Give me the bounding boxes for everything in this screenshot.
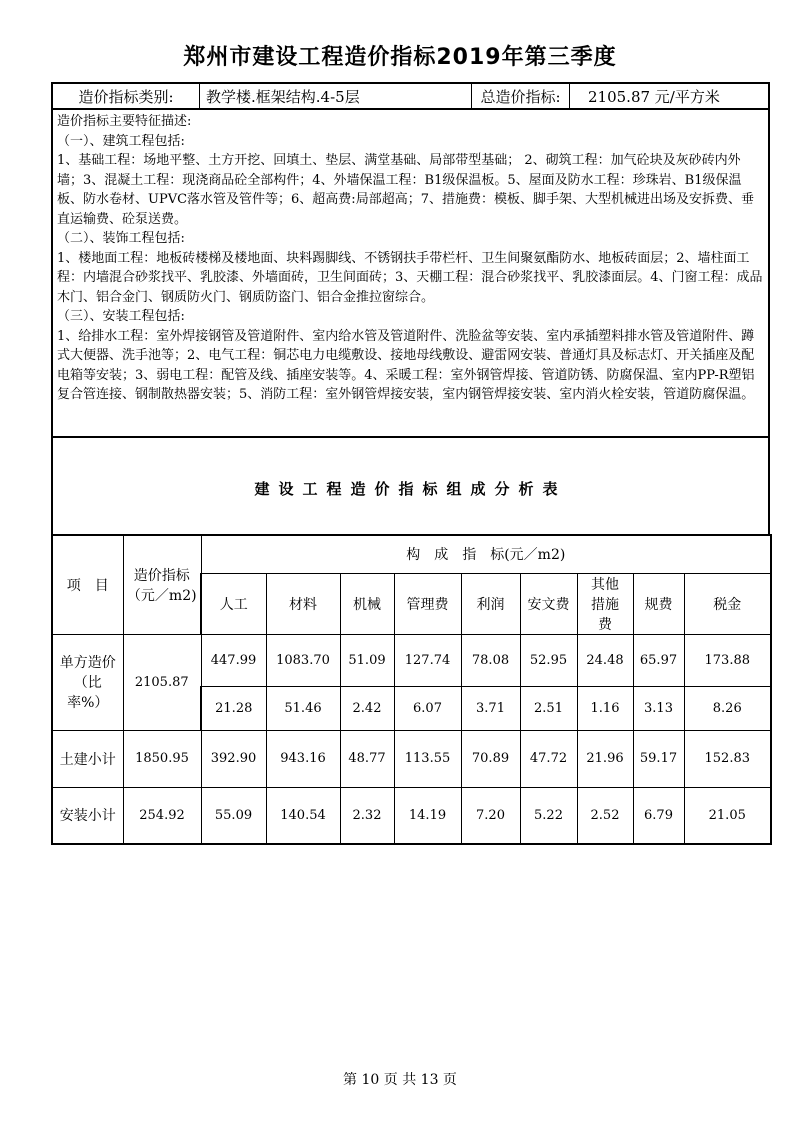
table-cell: 78.08 [461,634,520,686]
table-cell: 55.09 [201,787,266,844]
desc-install-text: 1、给排水工程：室外焊接钢管及管道附件、室内给水管及管道附件、洗脸盆等安装、室内承插塑料排水管及管道附件、蹲式大便器、洗手池等；2、电气工程：铜芯电力电缆敷设、接地母线敷设、避雷网安装、普通灯具及标志灯、开关插座及配电箱等安装；3、弱电工程：配管及线、插座安装等。4、采暖工程：室外钢管焊接、管道防锈、防腐保温、室内PP-R塑铝复合管连接、钢制散热器安装；5、消防工程：室外钢管焊接安装，室内钢管焊接安装、室内消火栓安装，管道防腐保温。 [57,328,755,402]
table-row [52,787,771,844]
table-cell: 51.46 [266,686,340,730]
table-cell: 392.90 [201,730,266,787]
table-cell: 65.97 [633,634,684,686]
composition-header: 构 成 指 标(元／m2) [201,535,771,573]
table-cell: 7.20 [461,787,520,844]
table-cell: 1.16 [577,686,633,730]
col-header: 材料 [266,573,340,634]
table-row [52,730,771,787]
table-cell: 1083.70 [266,634,340,686]
table-cell: 2.32 [340,787,394,844]
index-header: 造价指标（元／m2) [123,535,201,634]
total-value: 2105.87 元/平方米 [588,87,720,106]
desc-section-install: （三）、安装工程包括: [57,309,185,324]
table-cell: 3.71 [461,686,520,730]
civil-label: 土建小计 [52,730,123,787]
table-cell: 6.79 [633,787,684,844]
table-cell: 24.48 [577,634,633,686]
page-footer: 第 10 页 共 13 页 [343,1072,457,1088]
table-cell: 47.72 [520,730,577,787]
table-cell: 173.88 [684,634,771,686]
col-header: 利润 [461,573,520,634]
table-cell: 14.19 [394,787,461,844]
table-cell: 52.95 [520,634,577,686]
install-label: 安装小计 [52,787,123,844]
unit-row-label: 单方造价（比率%） [52,634,123,730]
category-label: 造价指标类别: [53,84,200,108]
table-cell: 943.16 [266,730,340,787]
col-header: 安文费 [520,573,577,634]
info-row [51,82,770,110]
desc-decoration-text: 1、楼地面工程：地板砖楼梯及楼地面、块料踢脚线、不锈钢扶手带栏杆、卫生间聚氨酯防水、地板砖面层；2、墙柱面工程：内墙混合砂浆找平、乳胶漆、外墙面砖，卫生间面砖；3、天棚工程：混合砂浆找平、乳胶漆面层。4、门窗工程：成品木门、铝合金门、钢质防火门、钢质防盗门、铝合金推拉窗综合。 [57,250,763,305]
item-header: 项 目 [52,535,123,634]
cost-analysis-table [51,534,772,845]
table-cell: 5.22 [520,787,577,844]
desc-section-civil: （一）、建筑工程包括: [57,133,185,149]
col-header: 机械 [340,573,394,634]
table-cell: 21.28 [201,686,266,730]
table-cell: 21.96 [577,730,633,787]
category-value: 教学楼.框架结构.4-5层 [200,84,472,108]
desc-section-decoration: （二）、装饰工程包括: [57,231,185,246]
page-title: 郑州市建设工程造价指标2019年第三季度 [183,45,617,70]
analysis-title: 建设工程造价指标组成分析表 [254,479,567,498]
table-cell: 113.55 [394,730,461,787]
table-cell: 2.51 [520,686,577,730]
analysis-title-box [51,438,770,534]
col-header: 税金 [684,573,771,634]
col-header: 规费 [633,573,684,634]
table-cell: 2.42 [340,686,394,730]
table-cell: 21.05 [684,787,771,844]
install-total: 254.92 [123,787,201,844]
desc-civil-text: 1、基础工程：场地平整、土方开挖、回填土、垫层、满堂基础、局部带型基础； 2、砌筑工程：加气砼块及灰砂砖内外墙；3、混凝土工程：现浇商品砼全部构件；4、外墙保温工程：B1级保温板。5、屋面及防水工程：珍珠岩、B1级保温板、防水卷材、UPVC落水管及管件等；6、超高费:局部超高；7、措施费：模板、脚手架、大型机械进出场及安拆费、垂直运输费、砼泵送费。 [57,153,754,227]
table-row [52,634,771,686]
table-cell: 6.07 [394,686,461,730]
unit-total: 2105.87 [123,634,201,730]
table-cell: 51.09 [340,634,394,686]
table-cell: 140.54 [266,787,340,844]
table-cell: 70.89 [461,730,520,787]
table-cell: 59.17 [633,730,684,787]
table-cell: 8.26 [684,686,771,730]
desc-heading: 造价指标主要特征描述: [57,114,192,129]
table-cell: 3.13 [633,686,684,730]
table-cell: 152.83 [684,730,771,787]
table-cell: 447.99 [201,634,266,686]
table-cell: 127.74 [394,634,461,686]
table-cell: 48.77 [340,730,394,787]
feature-description [51,110,770,438]
civil-total: 1850.95 [123,730,201,787]
table-cell: 2.52 [577,787,633,844]
col-header: 其他措施费 [577,573,633,634]
col-header: 管理费 [394,573,461,634]
total-label: 总造价指标: [472,84,570,108]
col-header: 人工 [201,573,266,634]
